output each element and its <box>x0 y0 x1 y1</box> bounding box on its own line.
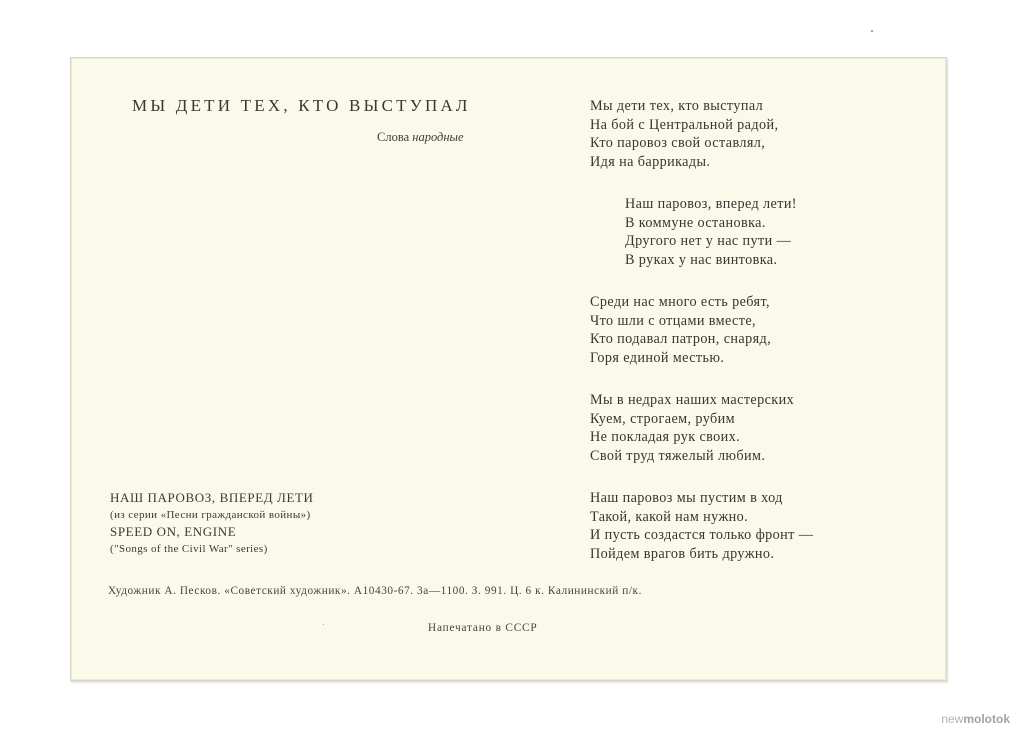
caption-series-en: ("Songs of the Civil War" series) <box>110 543 268 555</box>
printed-in-ussr: Напечатано в СССР <box>428 622 538 634</box>
verse-4 <box>590 391 794 465</box>
caption-series-ru: (из серии «Песни гражданской войны») <box>110 509 311 521</box>
dust-speck <box>871 30 873 32</box>
verse-3 <box>590 293 771 367</box>
verse-line: Мы дети тех, кто выступал <box>590 98 764 114</box>
caption-title-en: SPEED ON, ENGINE <box>110 524 237 539</box>
verse-line: Что шли с отцами вместе, <box>590 312 757 329</box>
verse-2-chorus <box>625 195 797 269</box>
watermark-part-2: molotok <box>963 712 1010 726</box>
verse-line: Наш паровоз мы пустим в ход <box>590 490 783 506</box>
verse-line: Наш паровоз, вперед лети! <box>625 196 797 212</box>
credit-prefix: Слова <box>377 130 413 144</box>
verse-line: На бой с Центральной радой, <box>590 116 779 133</box>
verse-line: Кто паровоз свой оставлял, <box>590 135 766 151</box>
verse-1 <box>590 97 778 171</box>
verse-line: Горя единой местью. <box>590 349 725 366</box>
verse-line: В руках у нас винтовка. <box>625 251 778 268</box>
verse-line: Пойдем врагов бить дружно. <box>590 545 775 562</box>
verse-5 <box>590 489 813 563</box>
verse-line: Не покладая рук своих. <box>590 429 741 445</box>
song-title: МЫ ДЕТИ ТЕХ, КТО ВЫСТУПАЛ <box>132 96 471 115</box>
verse-line: Мы в недрах наших мастерских <box>590 392 795 408</box>
verse-line: Другого нет у нас пути — <box>625 233 792 249</box>
dust-speck <box>323 624 324 625</box>
publisher-imprint: Художник А. Песков. «Советский художник». А10430-67. 3а—1100. З. 991. Ц. 6 к. Калининский п/к. <box>108 585 642 597</box>
credit-italic: народные <box>412 130 464 144</box>
caption-title-ru: НАШ ПАРОВОЗ, ВПЕРЕД ЛЕТИ <box>110 490 314 505</box>
verse-line: И пусть создастся только фронт — <box>590 527 814 543</box>
artwork-caption <box>110 489 314 557</box>
site-watermark <box>941 712 1010 726</box>
verse-line: Кто подавал патрон, снаряд, <box>590 331 772 347</box>
verse-line: Куем, строгаем, рубим <box>590 410 736 427</box>
verse-line: Такой, какой нам нужно. <box>590 508 749 525</box>
verse-line: В коммуне остановка. <box>625 214 766 231</box>
verse-line: Свой труд тяжелый любим. <box>590 447 766 464</box>
watermark-part-1: new <box>941 712 964 726</box>
song-credit <box>377 130 464 145</box>
verse-line: Среди нас много есть ребят, <box>590 294 770 310</box>
verse-line: Идя на баррикады. <box>590 153 711 170</box>
